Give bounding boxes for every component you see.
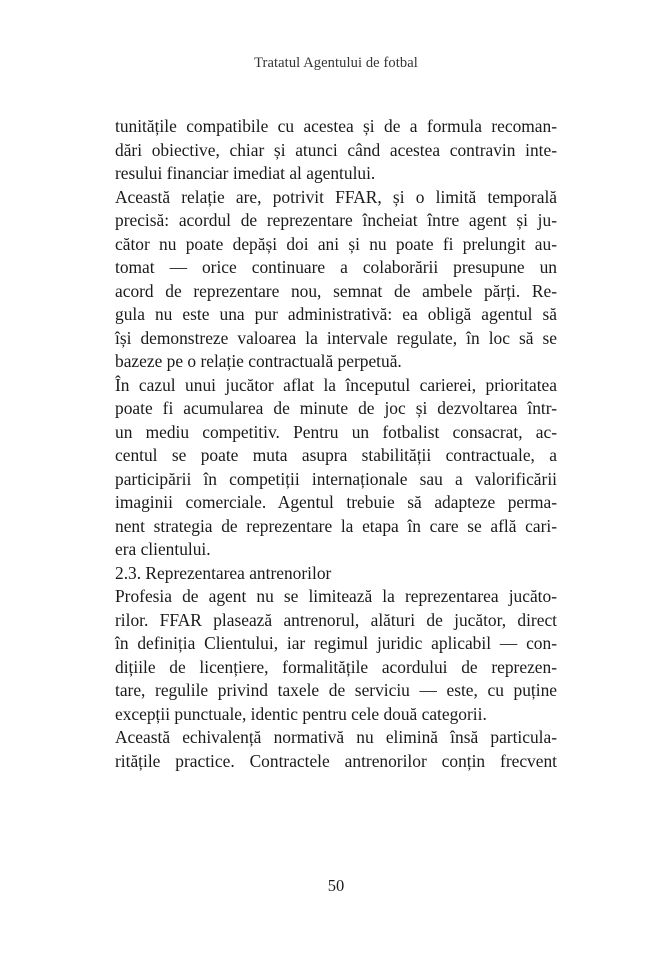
text-line: tomat — orice continuare a colaborării presupune un (115, 257, 557, 277)
text-line: gula nu este una pur administrativă: ea obligă agentul să (115, 304, 557, 324)
text-line: tunitățile compatibile cu acestea și de a formula recoman- (115, 116, 557, 136)
text-line: rilor. FFAR plasează antrenorul, alături de jucător, direct (115, 609, 557, 630)
text-line: Profesia de agent nu se limitează la reprezentarea jucăto- (115, 586, 557, 606)
text-line: poate fi acumularea de minute de joc și dezvoltarea într- (115, 398, 557, 418)
text-line: participării în competiții internaționale sau a valorificării (115, 468, 557, 489)
text-line: dări obiective, chiar și atunci când acestea contravin inte- (115, 139, 557, 160)
text-line: Această relație are, potrivit FFAR, și o limită temporală (115, 186, 557, 207)
running-header: Tratatul Agentului de fotbal (254, 55, 418, 71)
text-line: cător nu poate depăși doi ani și nu poate fi prelungit au- (115, 233, 557, 254)
text-line: Această echivalență normativă nu elimină însă particula- (115, 727, 557, 747)
text-line: centul se poate muta asupra stabilității contractuale, a (115, 445, 557, 465)
text-line: dițiile de licențiere, formalitățile acordului de reprezen- (115, 656, 557, 677)
text-line: 2.3. Reprezentarea antrenorilor (115, 562, 332, 583)
text-line: în definiția Clientului, iar regimul juridic aplicabil — con- (115, 633, 557, 653)
page-number: 50 (327, 876, 345, 895)
text-line: ritățile practice. Contractele antrenorilor conțin frecvent (115, 750, 557, 771)
text-line: nent strategia de reprezentare la etapa în care se află cari- (115, 515, 557, 536)
text-line: În cazul unui jucător aflat la începutul carierei, prioritatea (115, 374, 557, 395)
page-body-text (115, 115, 557, 773)
text-line: bazeze pe o relație contractuală perpetuă. (115, 351, 402, 371)
text-line: era clientului. (115, 539, 211, 559)
text-line: acord de reprezentare nou, semnat de ambele părți. Re- (115, 280, 557, 301)
text-line: excepții punctuale, identic pentru cele două categorii. (115, 703, 487, 724)
text-line: resului financiar imediat al agentului. (115, 163, 376, 183)
text-line: își demonstreze valoarea la intervale regulate, în loc să se (115, 327, 557, 348)
text-line: un mediu competitiv. Pentru un fotbalist consacrat, ac- (115, 421, 557, 442)
text-line: precisă: acordul de reprezentare încheiat între agent și ju- (115, 210, 557, 230)
text-line: tare, regulile privind taxele de serviciu — este, cu puține (115, 680, 557, 700)
text-line: imaginii comerciale. Agentul trebuie să adapteze perma- (115, 492, 557, 512)
